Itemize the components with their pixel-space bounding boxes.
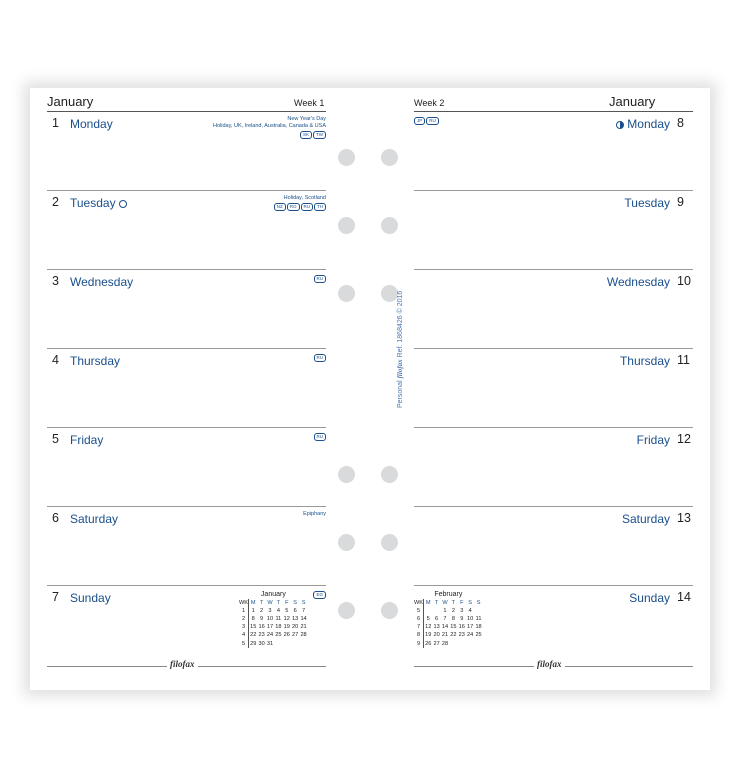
date-cell: 15: [450, 624, 457, 631]
date-cell: 3: [268, 608, 272, 615]
day-number: 7: [52, 590, 59, 604]
mini-calendar-row: [414, 631, 483, 639]
date-cell: 17: [266, 624, 274, 631]
punch-hole: [338, 602, 355, 619]
mini-calendar-header-cell: M: [250, 600, 256, 607]
holiday-note: Holiday, UK, Ireland, Australia, Canada & USA: [212, 123, 326, 129]
date-cell: 19: [283, 624, 290, 631]
day-name-label: Wednesday: [606, 275, 670, 289]
mini-calendar-header-cell: WK: [239, 600, 249, 607]
mini-calendar-header-cell: W: [267, 600, 273, 607]
date-cell: 1: [251, 608, 255, 615]
country-badges: [314, 433, 327, 441]
day-name-label: Friday: [636, 433, 670, 447]
punch-hole: [381, 466, 398, 483]
holiday-note: Holiday, Scotland: [283, 195, 326, 201]
date-cell: 11: [275, 616, 282, 623]
day-number: 11: [677, 353, 690, 367]
week-number-cell: 7: [414, 623, 424, 631]
punch-hole: [381, 285, 398, 302]
date-cell: 23: [458, 632, 465, 639]
date-cell: 5: [426, 616, 430, 623]
country-badge: RU: [314, 354, 327, 362]
day-name-label: Tuesday: [624, 196, 670, 210]
spine-imprint: [396, 290, 406, 408]
date-cell: 2: [451, 608, 455, 615]
country-badge: TH: [314, 203, 326, 211]
date-cell: 16: [458, 624, 465, 631]
date-cell: 19: [425, 632, 432, 639]
date-cell: [424, 607, 433, 615]
mini-calendar-header-cell: F: [285, 600, 289, 607]
day-number: 4: [52, 353, 59, 367]
date-cell: [458, 639, 466, 647]
day-name: [616, 117, 670, 131]
date-cell: 2: [260, 608, 264, 615]
date-cell: [274, 639, 282, 647]
week-number-cell: 4: [239, 631, 249, 639]
day-number: 9: [677, 195, 684, 209]
day-number: 5: [52, 432, 59, 446]
mini-calendar-title: February: [434, 591, 463, 598]
february-mini-calendar: [414, 591, 483, 648]
day-divider: [47, 190, 326, 191]
spine-brand: filofax: [396, 359, 404, 379]
date-cell: 28: [441, 640, 449, 647]
date-cell: [299, 639, 307, 647]
day-divider: [414, 585, 693, 586]
mini-calendar-header-cell: W: [442, 600, 448, 607]
date-cell: 18: [475, 624, 482, 631]
spine-ref: Ref. 1868426: [397, 315, 404, 358]
date-cell: 13: [433, 624, 440, 631]
mini-calendar-row: [414, 639, 483, 647]
date-cell: 13: [292, 616, 299, 623]
day-name: [70, 275, 133, 289]
date-cell: 16: [258, 624, 265, 631]
date-cell: 8: [251, 616, 255, 623]
day-divider: [47, 269, 326, 270]
day-number: 2: [52, 195, 59, 209]
date-cell: [474, 639, 482, 647]
date-cell: [449, 639, 457, 647]
date-cell: 1: [443, 608, 447, 615]
right-filofax-logo: filofax: [534, 659, 565, 669]
right-week-label: Week 2: [414, 98, 445, 108]
punch-hole: [381, 149, 398, 166]
day-name: [629, 591, 670, 605]
punch-hole: [338, 149, 355, 166]
date-cell: 6: [435, 616, 439, 623]
country-badge: JP: [414, 117, 425, 125]
date-cell: 4: [276, 608, 280, 615]
punch-hole: [381, 534, 398, 551]
date-cell: 24: [266, 632, 274, 639]
date-cell: 30: [258, 640, 265, 647]
date-cell: 14: [300, 616, 307, 623]
punch-hole: [338, 466, 355, 483]
country-badges: [314, 354, 327, 362]
mini-calendar-header-cell: T: [276, 600, 281, 607]
date-cell: 4: [468, 608, 472, 615]
day-divider: [414, 506, 693, 507]
day-number: 1: [52, 116, 59, 130]
date-cell: 20: [292, 624, 299, 631]
date-cell: 7: [301, 608, 306, 615]
date-cell: [291, 639, 299, 647]
day-divider: [414, 427, 693, 428]
day-name: [70, 433, 103, 447]
punch-hole: [381, 602, 398, 619]
week-number-cell: 2: [239, 615, 249, 623]
mini-calendar-header-row: [239, 599, 308, 607]
day-divider: [414, 348, 693, 349]
date-cell: 10: [266, 616, 274, 623]
country-badge: RU: [314, 433, 327, 441]
date-cell: 26: [283, 632, 290, 639]
date-cell: 25: [275, 632, 282, 639]
left-filofax-logo: filofax: [167, 659, 198, 669]
mini-calendar-row: [239, 631, 308, 639]
right-top-badges: [414, 117, 439, 125]
day-name: [70, 117, 113, 131]
date-cell: 28: [300, 632, 307, 639]
date-cell: 22: [450, 632, 457, 639]
date-cell: 24: [467, 632, 474, 639]
week-number-cell: 9: [414, 639, 424, 647]
mini-calendar-header-cell: T: [434, 600, 439, 607]
day-name-label: Monday: [627, 117, 670, 131]
date-cell: 18: [275, 624, 282, 631]
date-cell: 9: [260, 616, 264, 623]
date-cell: 6: [293, 608, 297, 615]
day-name: [70, 354, 120, 368]
mini-calendar-row: [414, 607, 483, 615]
country-badges: [314, 275, 327, 283]
date-cell: 7: [443, 616, 447, 623]
day-name: [70, 512, 118, 526]
country-badges: [300, 131, 326, 139]
date-cell: [432, 607, 440, 615]
mini-calendar-title: January: [260, 591, 286, 598]
country-badges: [274, 203, 326, 211]
new-moon-icon: [119, 200, 127, 208]
week-number-cell: 8: [414, 631, 424, 639]
week-number-cell: 5: [239, 639, 249, 647]
country-badge: RU: [314, 275, 327, 283]
day-name: [624, 196, 670, 210]
left-month-title: January: [47, 94, 94, 109]
day-name-label: Tuesday: [70, 196, 116, 210]
date-cell: 12: [283, 616, 290, 623]
country-badge: EG: [313, 591, 326, 599]
country-badge: NZ: [274, 203, 286, 211]
day-name-label: Thursday: [619, 354, 670, 368]
day-name-label: Sunday: [629, 591, 670, 605]
date-cell: 29: [250, 640, 257, 647]
mini-calendar-row: [239, 639, 308, 647]
right-header-rule: [414, 111, 693, 112]
date-cell: 27: [433, 640, 440, 647]
mini-calendar-header-cell: T: [451, 600, 456, 607]
date-cell: 25: [475, 632, 482, 639]
date-cell: 21: [441, 632, 449, 639]
day-divider: [414, 269, 693, 270]
date-cell: 11: [475, 616, 482, 623]
country-badge: TW: [313, 131, 326, 139]
date-cell: 31: [266, 640, 274, 647]
punch-hole: [338, 285, 355, 302]
date-cell: 23: [258, 632, 265, 639]
day-name-label: Thursday: [70, 354, 121, 368]
day-name-label: Sunday: [70, 591, 111, 605]
week-number-cell: 5: [414, 607, 424, 615]
day-name-label: Saturday: [621, 512, 670, 526]
mini-calendar-header-cell: S: [476, 600, 481, 607]
date-cell: 21: [300, 624, 307, 631]
day-number: 12: [677, 432, 691, 446]
day-number: 10: [677, 274, 691, 288]
first-quarter-icon: [616, 121, 624, 129]
date-cell: [466, 639, 474, 647]
week-number-cell: 6: [414, 615, 424, 623]
date-cell: 26: [425, 640, 432, 647]
date-cell: [474, 607, 482, 615]
day-number: 14: [677, 590, 691, 604]
mini-calendar-row: [239, 615, 308, 623]
left-header-rule: [47, 111, 326, 112]
mini-calendar-row: [414, 623, 483, 631]
mini-calendar-header-cell: S: [293, 600, 298, 607]
mini-calendar-row: [239, 607, 308, 615]
day-divider: [47, 585, 326, 586]
mini-calendar-row: [414, 615, 483, 623]
mini-calendar-row: [239, 623, 308, 631]
country-badge: RU: [301, 203, 314, 211]
day-name-label: Monday: [70, 117, 113, 131]
date-cell: 5: [285, 608, 289, 615]
mini-calendar-header-cell: T: [259, 600, 264, 607]
date-cell: 9: [460, 616, 464, 623]
date-cell: 8: [451, 616, 455, 623]
date-cell: 14: [441, 624, 449, 631]
date-cell: 15: [250, 624, 257, 631]
day-name-label: Friday: [70, 433, 104, 447]
punch-hole: [338, 217, 355, 234]
holiday-note: Epiphany: [303, 511, 326, 517]
date-cell: [283, 639, 291, 647]
week-number-cell: 3: [239, 623, 249, 631]
mini-calendar-header-cell: F: [460, 600, 464, 607]
mini-calendar-header-cell: M: [425, 600, 431, 607]
left-week-label: Week 1: [294, 98, 325, 108]
day-number: 6: [52, 511, 59, 525]
day-name: [70, 196, 127, 210]
spine-personal: Personal: [397, 380, 404, 408]
right-month-title: January: [609, 94, 656, 109]
day-divider: [47, 427, 326, 428]
week-number-cell: 1: [239, 607, 249, 615]
country-badge: SK: [300, 131, 312, 139]
day-divider: [47, 348, 326, 349]
date-cell: 22: [250, 632, 257, 639]
punch-hole: [381, 217, 398, 234]
date-cell: 27: [292, 632, 299, 639]
mini-calendar-header-row: [414, 599, 483, 607]
day-name: [637, 433, 670, 447]
january-mini-calendar: [239, 591, 308, 648]
country-badge: RO: [287, 203, 300, 211]
day-number: 3: [52, 274, 59, 288]
day-number: 13: [677, 511, 691, 525]
day-divider: [414, 190, 693, 191]
punch-hole: [338, 534, 355, 551]
mini-calendar-header-cell: WK: [414, 600, 424, 607]
holiday-note: New Year's Day: [287, 116, 326, 122]
mini-calendar-header-cell: S: [301, 600, 306, 607]
day-number: 8: [677, 116, 684, 130]
country-badge: RU: [426, 117, 439, 125]
spine-copyright: © 2016: [397, 290, 404, 314]
day-divider: [47, 506, 326, 507]
date-cell: 12: [425, 624, 432, 631]
date-cell: 10: [467, 616, 474, 623]
diary-page: [30, 88, 710, 690]
day-name: [620, 354, 670, 368]
date-cell: 20: [433, 632, 440, 639]
mini-calendar-header-cell: S: [468, 600, 473, 607]
day-name-label: Saturday: [70, 512, 119, 526]
day-name: [607, 275, 670, 289]
date-cell: 17: [467, 624, 474, 631]
day-name: [622, 512, 670, 526]
country-badges: [313, 591, 326, 599]
day-name-label: Wednesday: [70, 275, 134, 289]
day-name: [70, 591, 111, 605]
date-cell: 3: [460, 608, 464, 615]
